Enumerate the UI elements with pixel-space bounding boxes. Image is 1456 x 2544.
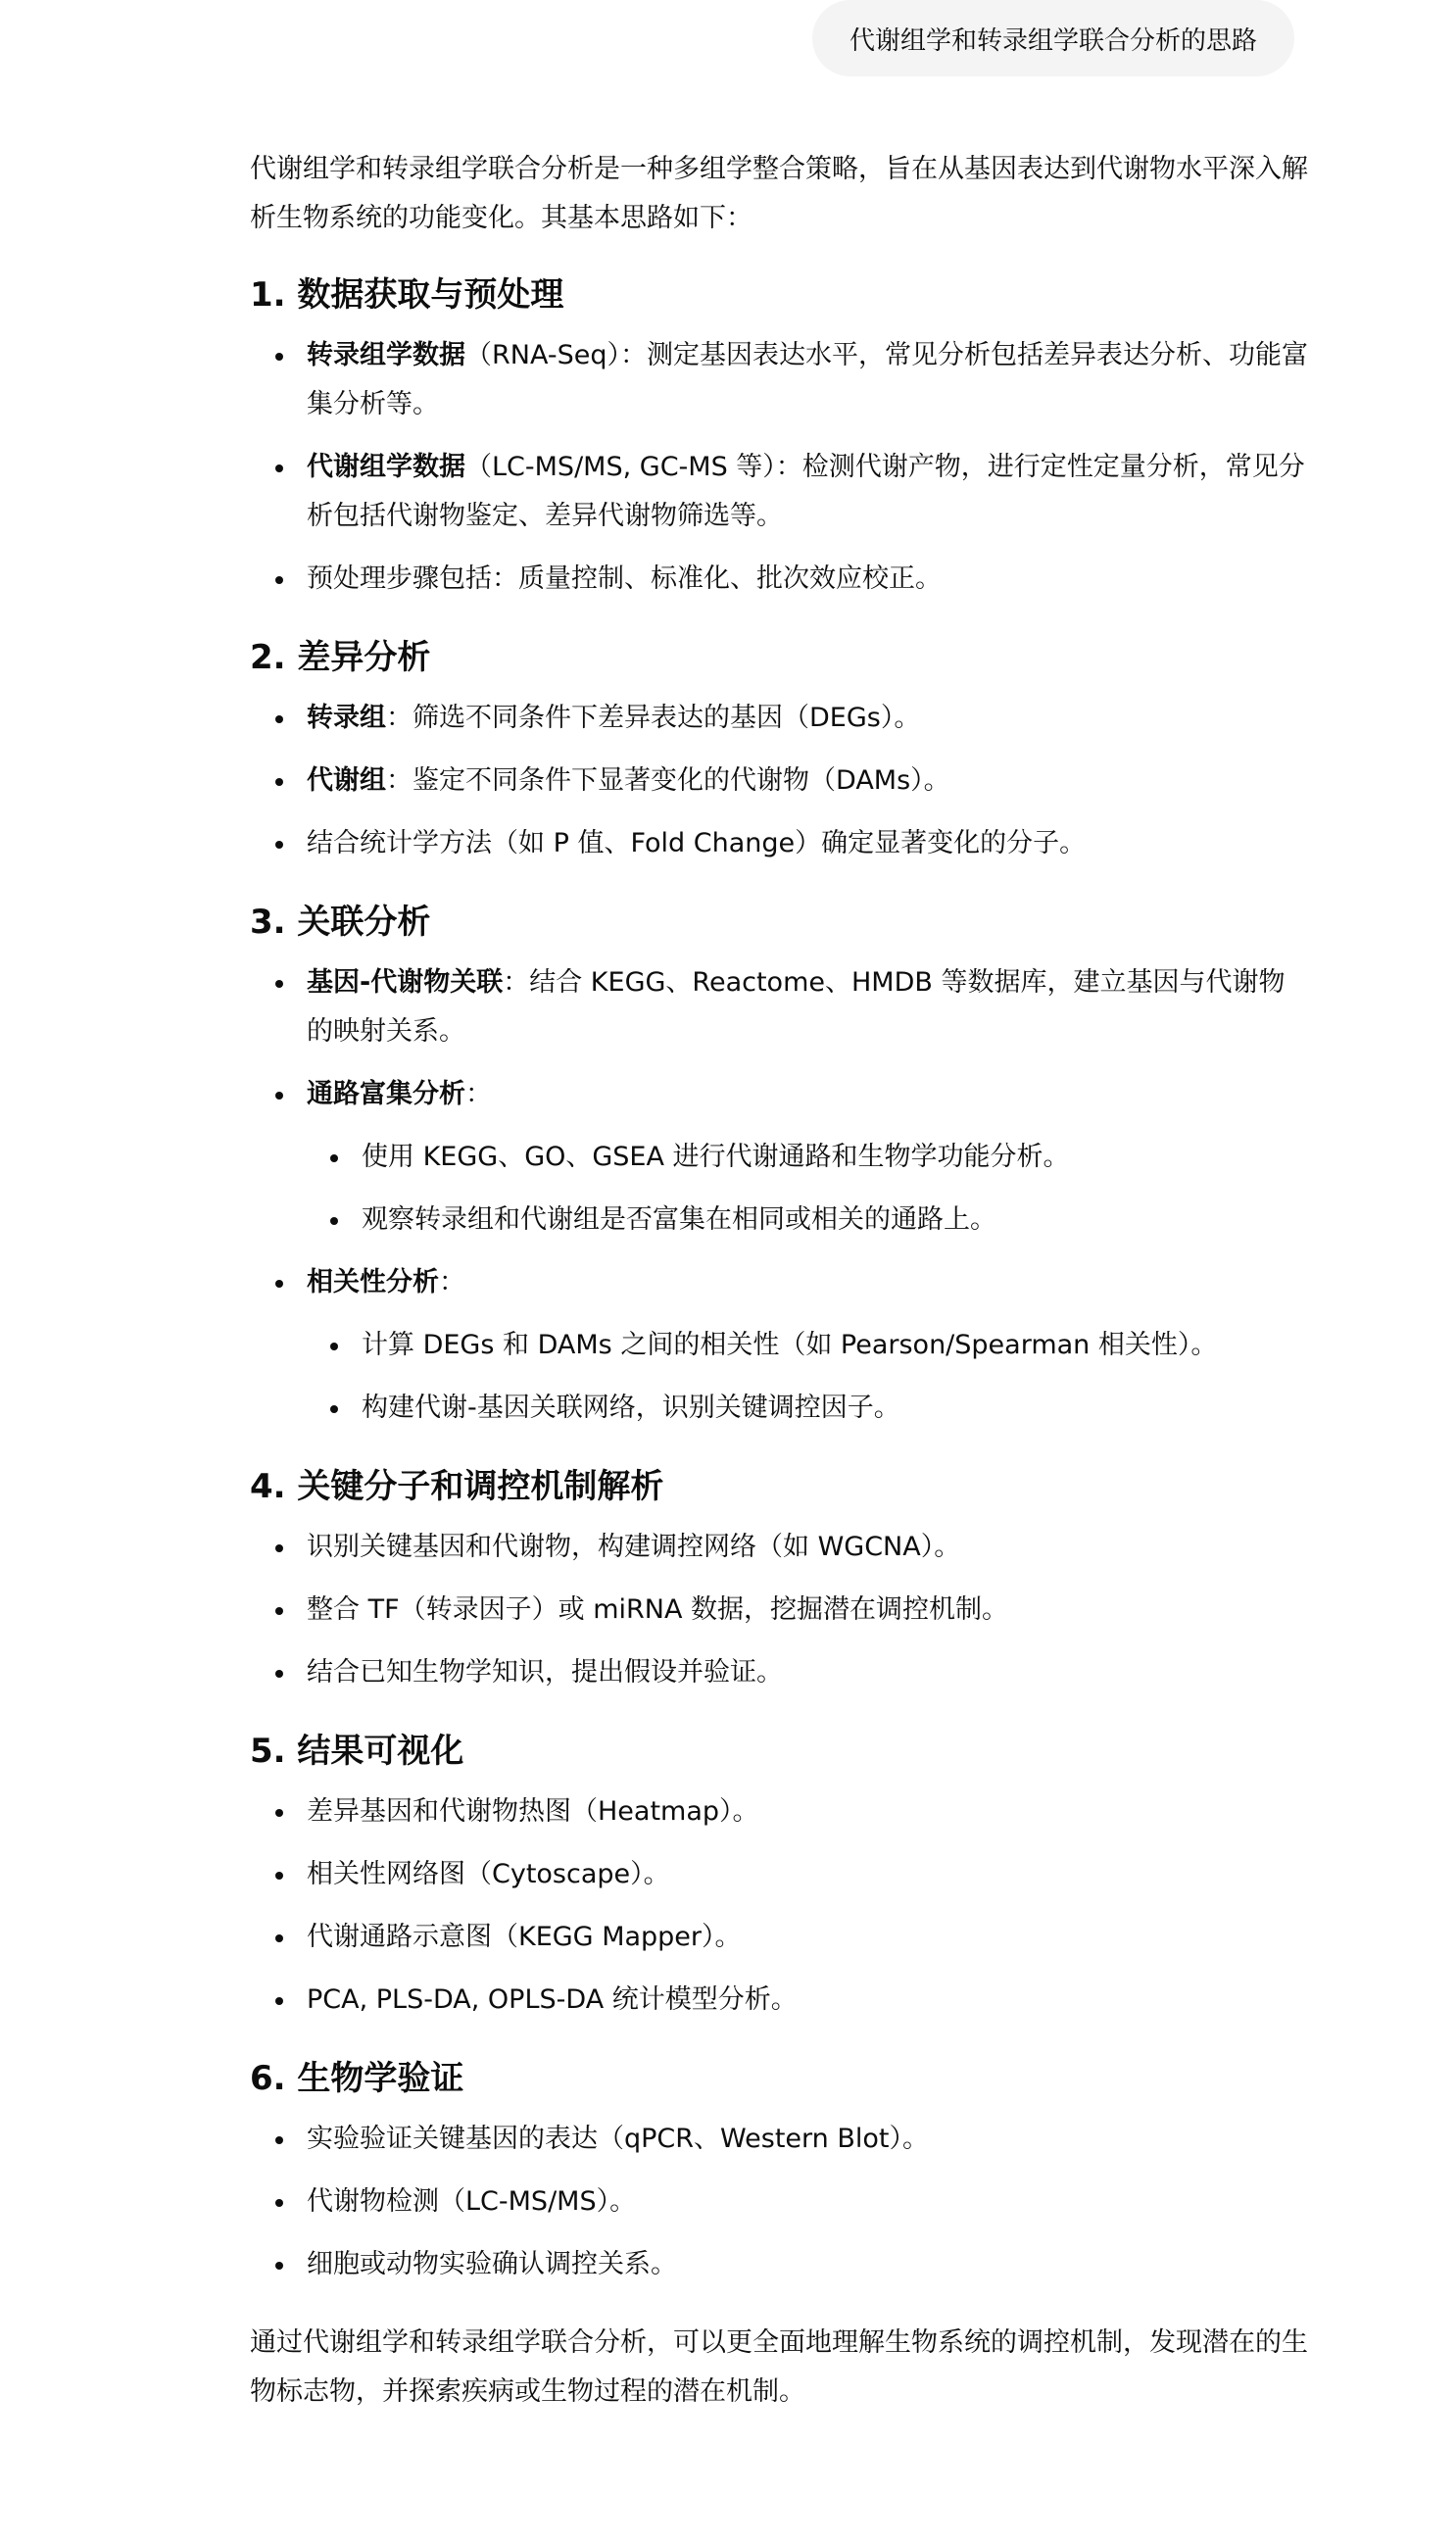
list-item-bold-label: 代谢组学数据 — [307, 452, 465, 482]
list-item-bold-label: 相关性分析 — [307, 1267, 439, 1297]
list-item — [250, 1787, 1308, 1836]
bullet-list — [250, 331, 1308, 604]
section-heading: 1. 数据获取与预处理 — [250, 275, 564, 315]
sub-bullet-list — [307, 1321, 1308, 1433]
bullet-list — [250, 1523, 1308, 1697]
bullet-list — [250, 694, 1308, 868]
list-item — [250, 1258, 1308, 1433]
list-item — [250, 2115, 1308, 2164]
list-item-text: ： — [439, 1267, 465, 1297]
list-item — [250, 1850, 1308, 1899]
list-item-text: 细胞或动物实验确认调控关系。 — [307, 2249, 677, 2279]
section-heading: 3. 关联分析 — [250, 903, 431, 942]
sub-list-item: 观察转录组和代谢组是否富集在相同或相关的通路上。 — [307, 1196, 1308, 1245]
assistant-response — [250, 145, 1308, 2417]
list-item-text: ：鉴定不同条件下显著变化的代谢物（DAMs）。 — [386, 765, 950, 796]
section-heading: 6. 生物学验证 — [250, 2059, 464, 2098]
list-item-text: 预处理步骤包括：质量控制、标准化、批次效应校正。 — [307, 563, 942, 594]
user-message-text: 代谢组学和转录组学联合分析的思路 — [849, 25, 1257, 56]
sub-list-item: 使用 KEGG、GO、GSEA 进行代谢通路和生物学功能分析。 — [307, 1133, 1308, 1182]
section — [250, 270, 1308, 604]
list-item-text: 识别关键基因和代谢物，构建调控网络（如 WGCNA）。 — [307, 1532, 961, 1562]
section-heading: 2. 差异分析 — [250, 638, 431, 677]
list-item-text: （LC-MS/MS, GC-MS 等）：检测代谢产物，进行定性定量分析，常见分析包括代谢物鉴定、差异代谢物筛选等。 — [307, 452, 1305, 531]
list-item — [250, 555, 1308, 604]
list-item-text: ：筛选不同条件下差异表达的基因（DEGs）。 — [386, 703, 921, 733]
list-item — [250, 443, 1308, 541]
sub-list-item: 构建代谢-基因关联网络，识别关键调控因子。 — [307, 1384, 1308, 1433]
list-item-bold-label: 转录组学数据 — [307, 340, 465, 370]
list-item — [250, 1913, 1308, 1962]
list-item-bold-label: 通路富集分析 — [307, 1079, 465, 1109]
list-item-text: 代谢物检测（LC-MS/MS）。 — [307, 2186, 637, 2217]
sub-list-item: 计算 DEGs 和 DAMs 之间的相关性（如 Pearson/Spearman 相关性）。 — [307, 1321, 1308, 1370]
section — [250, 1727, 1308, 2025]
section-heading: 4. 关键分子和调控机制解析 — [250, 1467, 664, 1506]
list-item-text: 相关性网络图（Cytoscape）。 — [307, 1859, 670, 1889]
list-item — [250, 757, 1308, 806]
section — [250, 898, 1308, 1433]
list-item-text: PCA, PLS-DA, OPLS-DA 统计模型分析。 — [307, 1984, 798, 2015]
section-heading: 5. 结果可视化 — [250, 1732, 464, 1771]
list-item-text: 结合已知生物学知识，提出假设并验证。 — [307, 1657, 783, 1688]
list-item — [250, 1648, 1308, 1697]
bullet-list — [250, 958, 1308, 1433]
list-item — [250, 1586, 1308, 1635]
list-item-bold-label: 代谢组 — [307, 765, 386, 796]
conclusion-paragraph: 通过代谢组学和转录组学联合分析，可以更全面地理解生物系统的调控机制，发现潜在的生物标志物，并探索疾病或生物过程的潜在机制。 — [250, 2327, 1308, 2407]
list-item-text: 代谢通路示意图（KEGG Mapper）。 — [307, 1922, 742, 1952]
list-item-bold-label: 转录组 — [307, 703, 386, 733]
section — [250, 633, 1308, 868]
bullet-list — [250, 2115, 1308, 2289]
list-item-text: 结合统计学方法（如 P 值、Fold Change）确定显著变化的分子。 — [307, 828, 1087, 858]
list-item-text: 实验验证关键基因的表达（qPCR、Western Blot）。 — [307, 2124, 929, 2154]
user-message-bubble — [812, 0, 1294, 76]
list-item — [250, 2177, 1308, 2226]
list-item — [250, 1070, 1308, 1245]
list-item — [250, 694, 1308, 743]
list-item-text: （RNA-Seq）：测定基因表达水平，常见分析包括差异表达分析、功能富集分析等。 — [307, 340, 1308, 419]
list-item — [250, 331, 1308, 429]
list-item-text: ： — [465, 1079, 492, 1109]
list-item-text: 差异基因和代谢物热图（Heatmap）。 — [307, 1796, 759, 1827]
list-item-bold-label: 基因-代谢物关联 — [307, 967, 504, 998]
list-item-text: ：结合 KEGG、Reactome、HMDB 等数据库，建立基因与代谢物的映射关系。 — [307, 967, 1286, 1047]
sub-bullet-list — [307, 1133, 1308, 1245]
list-item — [250, 819, 1308, 868]
sections-container — [250, 270, 1308, 2289]
list-item — [250, 1976, 1308, 2025]
intro-paragraph: 代谢组学和转录组学联合分析是一种多组学整合策略，旨在从基因表达到代谢物水平深入解析生物系统的功能变化。其基本思路如下： — [250, 154, 1308, 233]
list-item — [250, 2240, 1308, 2289]
list-item — [250, 1523, 1308, 1572]
section — [250, 1462, 1308, 1697]
list-item — [250, 958, 1308, 1056]
bullet-list — [250, 1787, 1308, 2025]
list-item-text: 整合 TF（转录因子）或 miRNA 数据，挖掘潜在调控机制。 — [307, 1594, 1008, 1625]
section — [250, 2054, 1308, 2289]
